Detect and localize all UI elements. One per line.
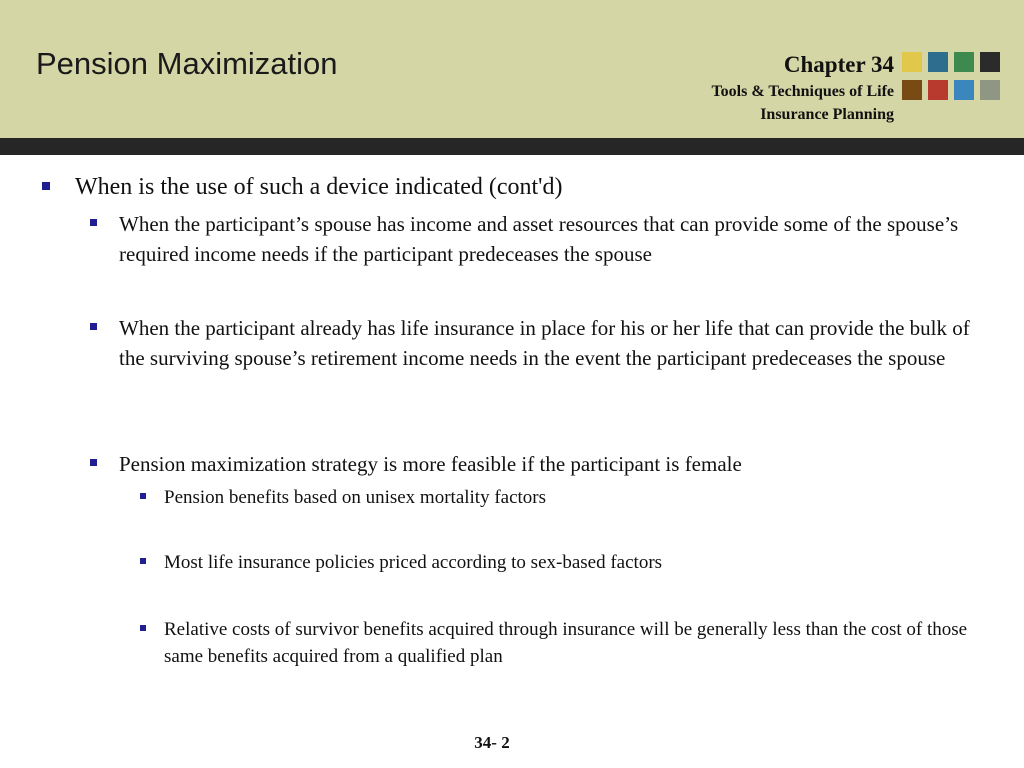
sub-bullet-text: When the participant’s spouse has income and asset resources that can provide some of the spouse’s required income needs if the participant predeceases the spouse [119,212,959,266]
square-bullet-icon [42,182,50,190]
chapter-subtitle-line-2: Insurance Planning [760,106,894,123]
square-bullet-icon [140,558,146,564]
color-swatch [928,80,948,100]
square-bullet-icon [90,459,97,466]
header-divider-bar [0,138,1024,155]
page-number-text: 34- 2 [474,733,510,752]
square-bullet-icon [140,625,146,631]
chapter-title: Chapter 34 [783,52,894,77]
main-bullet-text: When is the use of such a device indicated (cont'd) [75,174,563,200]
square-bullet-icon [140,493,146,499]
sub-bullet-text: Pension maximization strategy is more feasible if the participant is female [119,452,742,476]
color-swatch [902,52,922,72]
square-bullet-icon [90,219,97,226]
sub-sub-bullet-text: Most life insurance policies priced according to sex-based factors [164,552,663,573]
color-swatch [902,80,922,100]
chapter-info [711,50,894,126]
color-swatch [954,52,974,72]
color-swatch [980,80,1000,100]
chapter-subtitle-line-1: Tools & Techniques of Life [711,83,894,100]
page-number [0,733,1024,753]
color-swatch [954,80,974,100]
slide-title: Pension Maximization [36,46,338,81]
square-bullet-icon [90,323,97,330]
sub-sub-bullet-text: Pension benefits based on unisex mortality factors [164,487,547,508]
color-swatch [980,52,1000,72]
sub-bullet-text: When the participant already has life insurance in place for his or her life that can provide the bulk of the surviving spouse’s retirement income needs in the event the participant predeceases the spouse [119,316,970,370]
sub-sub-bullet-text: Relative costs of survivor benefits acquired through insurance will be generally less than the cost of those same benefits acquired from a qualified plan [164,619,968,667]
color-swatch [928,52,948,72]
color-swatch-grid [902,52,1000,100]
